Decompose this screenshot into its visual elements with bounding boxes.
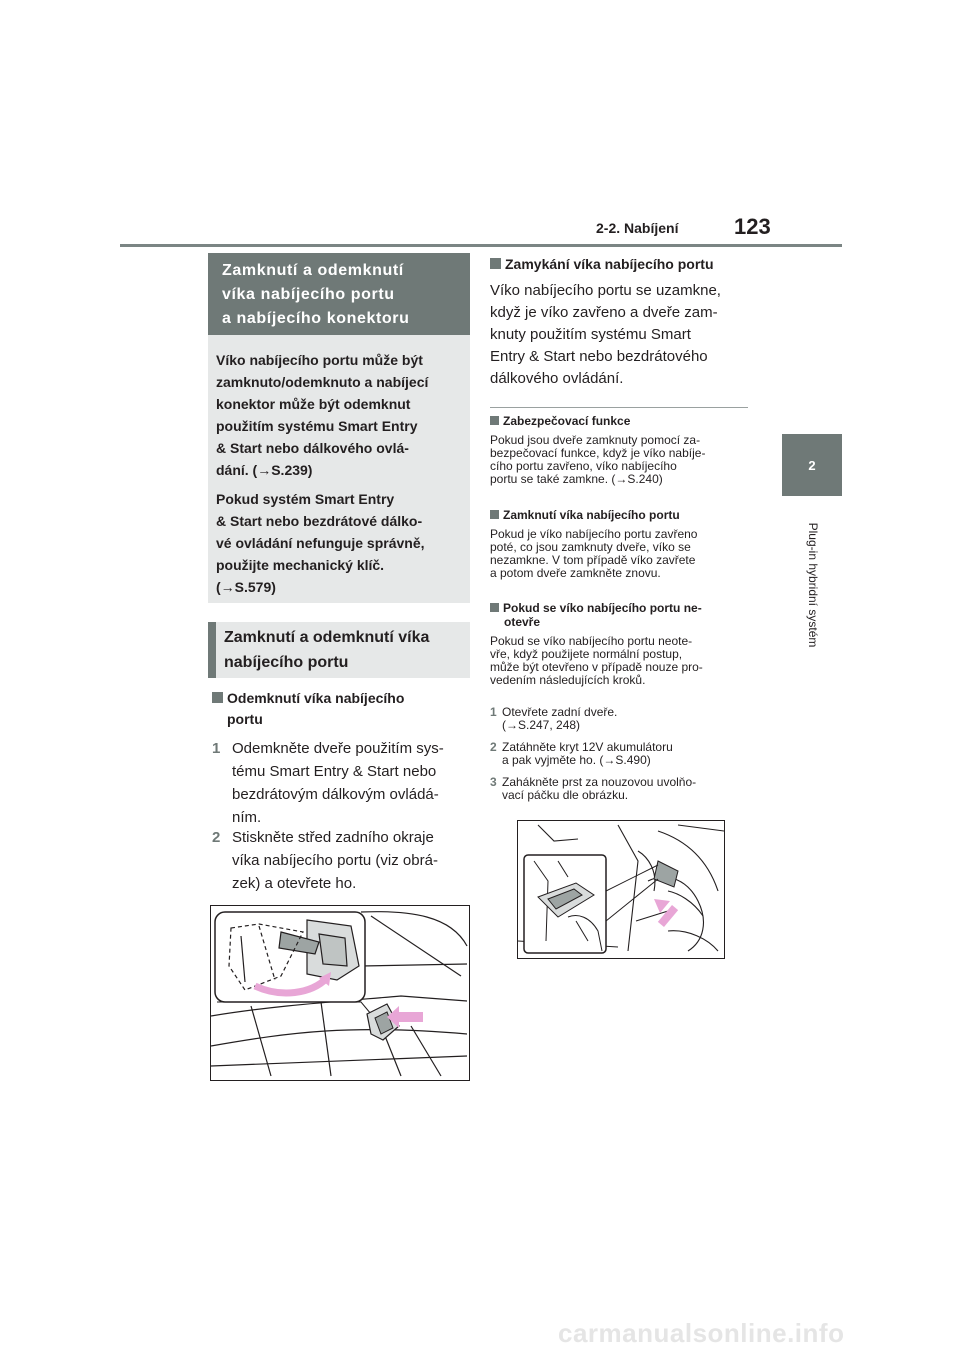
heading-line: portu bbox=[227, 711, 263, 727]
step-number: 1 bbox=[490, 705, 497, 719]
text-line: použitím systému Smart Entry bbox=[216, 418, 418, 434]
text-line: a potom dveře zamkněte znovu. bbox=[490, 566, 661, 580]
step-line: tému Smart Entry & Start nebo bbox=[232, 763, 437, 780]
step-line: Odemkněte dveře použitím sys- bbox=[232, 740, 444, 757]
section-title: 2-2. Nabíjení bbox=[596, 220, 679, 236]
step-line: zek) a otevřete ho. bbox=[232, 875, 357, 892]
text-line: když je víko zavřeno a dveře zam- bbox=[490, 304, 718, 321]
text-line: cího portu zavřeno, víko nabíjecího bbox=[490, 459, 677, 473]
section-box-title bbox=[208, 253, 470, 335]
step-line: (→S.247, 248) bbox=[502, 718, 581, 732]
text-line: Pokud systém Smart Entry bbox=[216, 491, 395, 507]
text-line: Víko nabíjecího portu může být bbox=[216, 352, 423, 368]
lock-heading bbox=[490, 256, 714, 272]
emergency-release-illustration bbox=[517, 820, 725, 959]
lid-lock-text bbox=[490, 528, 752, 580]
text-line: může být otevřeno v případě nouze pro- bbox=[490, 660, 703, 674]
step-line: ním. bbox=[232, 809, 262, 826]
step-number: 2 bbox=[212, 829, 221, 846]
chapter-label bbox=[783, 510, 843, 660]
watermark: carmanualsonline.info bbox=[558, 1318, 845, 1348]
page-number: 123 bbox=[734, 214, 771, 239]
text-line: vedením následujících kroků. bbox=[490, 673, 646, 687]
lid-not-open-heading bbox=[490, 601, 752, 629]
text-line: & Start nebo dálkového ovlá- bbox=[216, 440, 409, 456]
step-line: Zatáhněte kryt 12V akumulátoru bbox=[502, 740, 673, 754]
box-title-line: a nabíjecího konektoru bbox=[222, 310, 410, 327]
heading-text: Zamykání víka nabíjecího portu bbox=[505, 256, 714, 272]
step-line: víka nabíjecího portu (viz obrá- bbox=[232, 852, 438, 869]
square-bullet-icon bbox=[490, 416, 499, 425]
text-line: & Start nebo bezdrátové dálko- bbox=[216, 513, 423, 529]
heading-text: Zabezpečovací funkce bbox=[503, 414, 631, 428]
square-bullet-icon bbox=[490, 258, 501, 269]
subsection-title bbox=[208, 622, 470, 678]
text-line: Pokud je víko nabíjecího portu zavřeno bbox=[490, 527, 698, 541]
subsection-bar bbox=[208, 622, 216, 678]
header-divider bbox=[120, 244, 842, 247]
emergency-release-drawing bbox=[518, 821, 724, 958]
step-line: Stiskněte střed zadního okraje bbox=[232, 829, 434, 846]
chapter-number: 2 bbox=[808, 457, 816, 473]
step-2 bbox=[212, 826, 470, 896]
step-number: 1 bbox=[212, 740, 221, 757]
chapter-label-text: Plug-in hybridní systém bbox=[806, 522, 820, 648]
chapter-tab bbox=[782, 434, 842, 496]
step-line: Zahákněte prst za nouzovou uvolňo- bbox=[502, 775, 697, 789]
heading-text: Pokud se víko nabíjecího portu ne- bbox=[503, 601, 702, 615]
heading-text: otevře bbox=[504, 615, 541, 629]
box-paragraph bbox=[216, 488, 466, 598]
lid-lock-heading bbox=[490, 508, 680, 522]
heading-text: Zamknutí víka nabíjecího portu bbox=[503, 508, 680, 522]
security-function-heading bbox=[490, 414, 630, 428]
step-1 bbox=[212, 737, 470, 827]
security-function-text bbox=[490, 434, 752, 486]
text-line: nezamkne. V tom případě víko zavřete bbox=[490, 553, 696, 567]
lock-paragraph bbox=[490, 280, 750, 390]
subsection-title-line: Zamknutí a odemknutí víka bbox=[224, 629, 430, 646]
text-line: Pokud se víko nabíjecího portu neote- bbox=[490, 634, 693, 648]
text-line: knuty použitím systému Smart bbox=[490, 326, 691, 343]
text-line: vře, když použijete normální postup, bbox=[490, 647, 683, 661]
text-line: Pokud jsou dveře zamknuty pomocí za- bbox=[490, 433, 701, 447]
section-box-body bbox=[208, 335, 470, 603]
step-line: a pak vyjměte ho. (→S.490) bbox=[502, 753, 651, 767]
text-line: poté, co jsou zamknuty dveře, víko se bbox=[490, 540, 691, 554]
step-line: bezdrátovým dálkovým ovládá- bbox=[232, 786, 439, 803]
emergency-step-1 bbox=[490, 706, 752, 736]
emergency-step-2 bbox=[490, 741, 752, 771]
divider bbox=[490, 407, 748, 408]
step-number: 2 bbox=[490, 740, 497, 754]
square-bullet-icon bbox=[490, 603, 499, 612]
unlock-heading bbox=[212, 688, 462, 730]
step-number: 3 bbox=[490, 775, 497, 789]
subsection-title-line: nabíjecího portu bbox=[224, 654, 349, 671]
square-bullet-icon bbox=[490, 510, 499, 519]
text-line: (→S.579) bbox=[216, 579, 276, 595]
text-line: použijte mechanický klíč. bbox=[216, 557, 385, 573]
text-line: Víko nabíjecího portu se uzamkne, bbox=[490, 282, 721, 299]
lid-not-open-text bbox=[490, 635, 752, 687]
box-title-line: víka nabíjecího portu bbox=[222, 286, 395, 303]
text-line: portu se také zamkne. (→S.240) bbox=[490, 472, 663, 486]
text-line: vé ovládání nefunguje správně, bbox=[216, 535, 425, 551]
box-title-line: Zamknutí a odemknutí bbox=[222, 262, 404, 279]
text-line: zamknuto/odemknuto a nabíjecí bbox=[216, 374, 429, 390]
heading-line: Odemknutí víka nabíjecího bbox=[227, 690, 405, 706]
charging-port-illustration bbox=[210, 905, 470, 1081]
step-line: Otevřete zadní dveře. bbox=[502, 705, 618, 719]
car-charging-port-drawing bbox=[211, 906, 469, 1080]
text-line: dálkového ovládání. bbox=[490, 370, 624, 387]
text-line: konektor může být odemknut bbox=[216, 396, 411, 412]
square-bullet-icon bbox=[212, 692, 223, 703]
text-line: Entry & Start nebo bezdrátového bbox=[490, 348, 708, 365]
text-line: bezpečovací funkce, když je víko nabíje- bbox=[490, 446, 706, 460]
text-line: dání. (→S.239) bbox=[216, 462, 313, 478]
emergency-step-3 bbox=[490, 776, 752, 806]
box-paragraph bbox=[216, 349, 466, 481]
step-line: vací páčku dle obrázku. bbox=[502, 788, 629, 802]
